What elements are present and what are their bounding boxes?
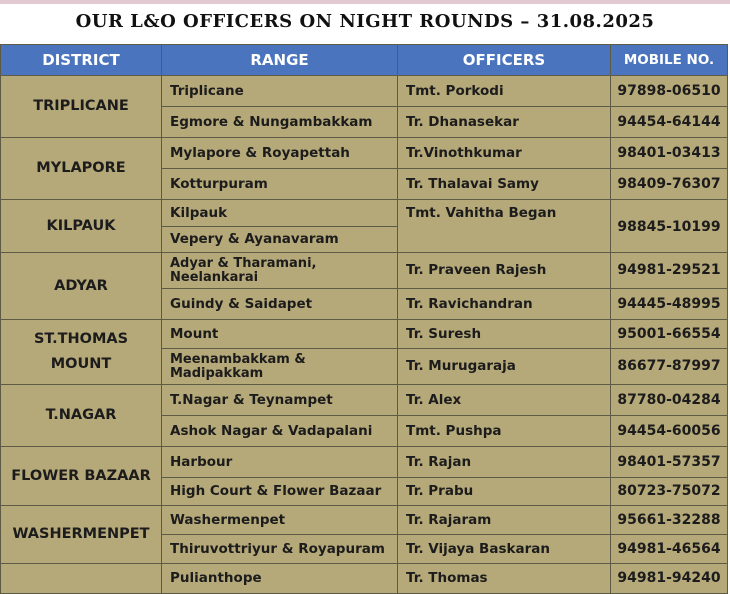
officer-cell: Tr. Ravichandran — [398, 289, 611, 320]
officer-cell: Tr. Prabu — [398, 478, 611, 506]
mobile-cell: 98409-76307 — [611, 169, 728, 200]
mobile-cell: 80723-75072 — [611, 478, 728, 506]
table-row — [1, 320, 728, 349]
district-cell: MYLAPORE — [1, 138, 162, 200]
range-cell: Washermenpet — [162, 506, 398, 535]
table-row — [1, 564, 728, 594]
officer-cell: Tr. Rajan — [398, 447, 611, 478]
district-cell: FLOWER BAZAAR — [1, 447, 162, 506]
mobile-cell: 94981-46564 — [611, 535, 728, 564]
mobile-cell: 86677-87997 — [611, 349, 728, 385]
officer-cell: Tr. Praveen Rajesh — [398, 253, 611, 289]
officer-cell: Tr. Suresh — [398, 320, 611, 349]
district-cell: ST.THOMAS MOUNT — [1, 320, 162, 385]
district-cell: T.NAGAR — [1, 385, 162, 447]
officer-cell: Tr. Thalavai Samy — [398, 169, 611, 200]
mobile-cell: 98845-10199 — [611, 200, 728, 253]
range-cell: Kilpauk — [162, 200, 398, 227]
header-range: RANGE — [162, 45, 398, 76]
table-row — [1, 385, 728, 416]
officer-cell: Tmt. Vahitha Began — [398, 200, 611, 253]
district-cell: ADYAR — [1, 253, 162, 320]
table-row — [1, 447, 728, 478]
range-cell: Harbour — [162, 447, 398, 478]
district-cell — [1, 564, 162, 594]
mobile-cell: 95001-66554 — [611, 320, 728, 349]
range-cell: Pulianthope — [162, 564, 398, 594]
mobile-cell: 94981-29521 — [611, 253, 728, 289]
officer-cell: Tmt. Porkodi — [398, 76, 611, 107]
officer-cell: Tr. Thomas — [398, 564, 611, 594]
mobile-cell: 94454-64144 — [611, 107, 728, 138]
range-cell: Triplicane — [162, 76, 398, 107]
mobile-cell: 95661-32288 — [611, 506, 728, 535]
top-accent-bar — [0, 0, 730, 4]
range-cell: Thiruvottriyur & Royapuram — [162, 535, 398, 564]
range-cell: Mount — [162, 320, 398, 349]
range-cell: Ashok Nagar & Vadapalani — [162, 416, 398, 447]
mobile-cell: 97898-06510 — [611, 76, 728, 107]
table-row — [1, 138, 728, 169]
district-cell: WASHERMENPET — [1, 506, 162, 564]
district-cell: TRIPLICANE — [1, 76, 162, 138]
header-district: DISTRICT — [1, 45, 162, 76]
officer-cell: Tr. Dhanasekar — [398, 107, 611, 138]
mobile-cell: 94981-94240 — [611, 564, 728, 594]
header-officers: OFFICERS — [398, 45, 611, 76]
mobile-cell: 98401-57357 — [611, 447, 728, 478]
range-cell: Egmore & Nungambakkam — [162, 107, 398, 138]
mobile-cell: 98401-03413 — [611, 138, 728, 169]
range-cell: Mylapore & Royapettah — [162, 138, 398, 169]
table-row — [1, 253, 728, 289]
officers-table — [0, 44, 728, 594]
range-cell: Adyar & Tharamani, Neelankarai — [162, 253, 398, 289]
table-row — [1, 506, 728, 535]
officer-cell: Tmt. Pushpa — [398, 416, 611, 447]
table-row — [1, 200, 728, 227]
district-cell: KILPAUK — [1, 200, 162, 253]
officer-cell: Tr. Rajaram — [398, 506, 611, 535]
range-cell: Kotturpuram — [162, 169, 398, 200]
range-cell: High Court & Flower Bazaar — [162, 478, 398, 506]
header-mobile: MOBILE NO. — [611, 45, 728, 76]
officer-cell: Tr. Vijaya Baskaran — [398, 535, 611, 564]
mobile-cell: 94445-48995 — [611, 289, 728, 320]
officer-cell: Tr. Alex — [398, 385, 611, 416]
range-cell: Meenambakkam & Madipakkam — [162, 349, 398, 385]
officer-cell: Tr. Murugaraja — [398, 349, 611, 385]
range-cell: Guindy & Saidapet — [162, 289, 398, 320]
officer-cell: Tr.Vinothkumar — [398, 138, 611, 169]
range-cell: T.Nagar & Teynampet — [162, 385, 398, 416]
table-row — [1, 76, 728, 107]
mobile-cell: 87780-04284 — [611, 385, 728, 416]
page-title: OUR L&O OFFICERS ON NIGHT ROUNDS – 31.08.2025 — [75, 11, 655, 32]
mobile-cell: 94454-60056 — [611, 416, 728, 447]
range-cell: Vepery & Ayanavaram — [162, 227, 398, 253]
table-header-row — [1, 45, 728, 76]
